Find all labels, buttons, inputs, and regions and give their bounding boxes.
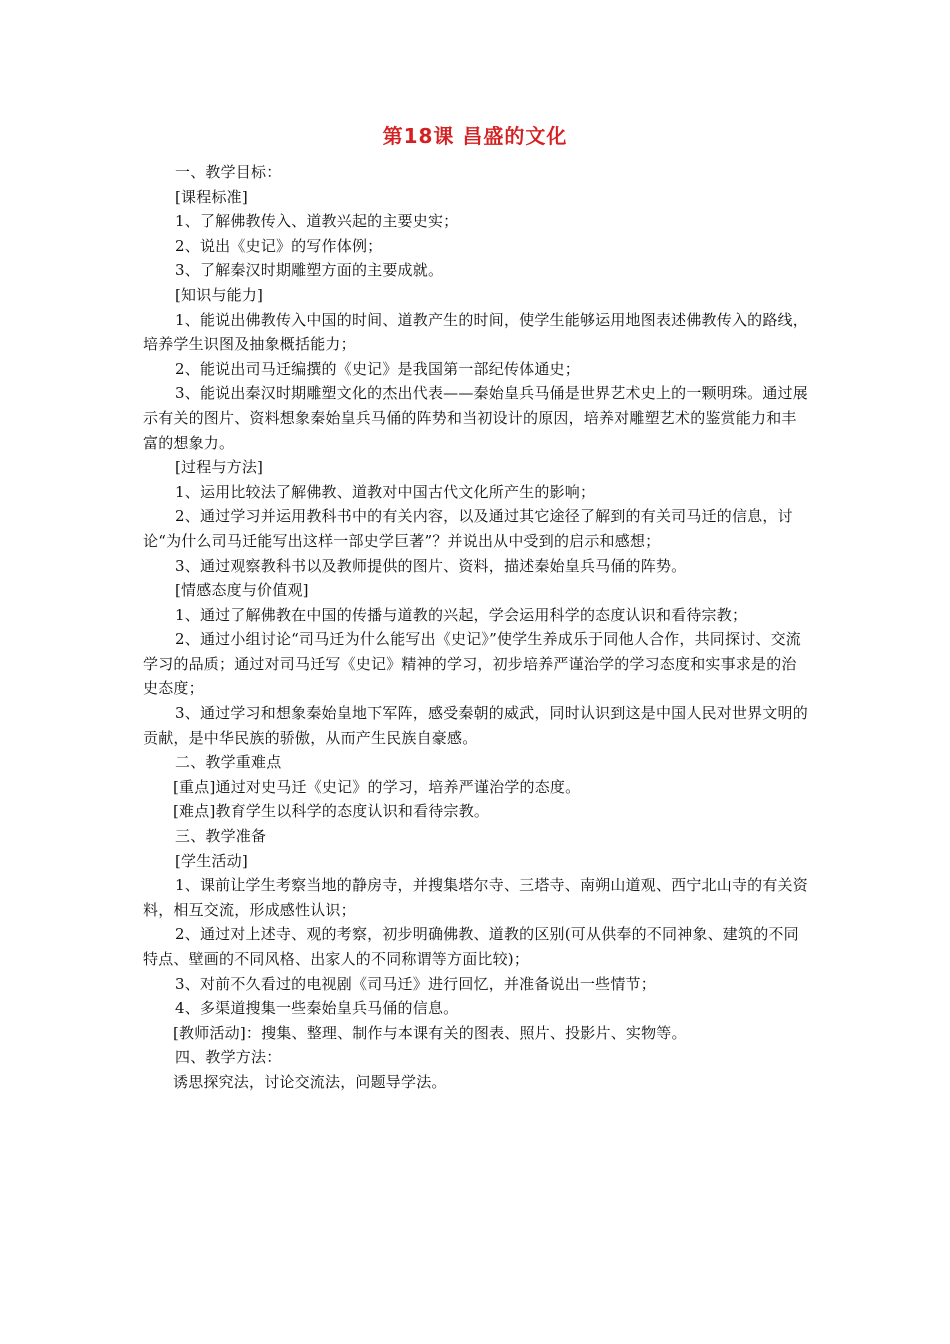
paragraph: 1、通过了解佛教在中国的传播与道教的兴起，学会运用科学的态度认识和看待宗教； (175, 605, 748, 624)
paragraph: 诱思探究法，讨论交流法，问题导学法。 (173, 1072, 447, 1091)
paragraph: 1、能说出佛教传入中国的时间、道教产生的时间，使学生能够运用地图表述佛教传入的路线，培养学生识图及抽象概括能力； (143, 310, 808, 354)
paragraph: 3、了解秦汉时期雕塑方面的主要成就。 (175, 261, 444, 280)
paragraph: 四、教学方法： (175, 1048, 282, 1067)
paragraph: 3、通过学习和想象秦始皇地下军阵，感受秦朝的威武，同时认识到这是中国人民对世界文明的贡献，是中华民族的骄傲，从而产生民族自豪感。 (143, 704, 808, 747)
paragraph: 1、课前让学生考察当地的静房寺，并搜集塔尔寺、三塔寺、南朔山道观、西宁北山寺的有关资料，相互交流，形成感性认识； (143, 876, 808, 919)
paragraph: 一、教学目标： (175, 163, 282, 181)
lesson-body (143, 160, 808, 1095)
paragraph: 二、教学重难点 (175, 753, 282, 772)
lesson-title: 第18课 昌盛的文化 (382, 124, 568, 148)
paragraph: 2、能说出司马迁编撰的《史记》是我国第一部纪传体通史； (175, 359, 580, 378)
paragraph: [学生活动] (175, 851, 248, 870)
paragraph: 1、运用比较法了解佛教、道教对中国古代文化所产生的影响； (175, 482, 596, 501)
paragraph: 3、对前不久看过的电视剧《司马迁》进行回忆，并准备说出一些情节； (175, 974, 656, 993)
paragraph: [课程标准] (175, 187, 248, 206)
paragraph: 1、了解佛教传入、道教兴起的主要史实； (175, 212, 459, 231)
paragraph: [重点]通过对史马迁《史记》的学习，培养严谨治学的态度。 (173, 777, 581, 796)
paragraph: 3、通过观察教科书以及教师提供的图片、资料，描述秦始皇兵马俑的阵势。 (175, 556, 687, 575)
paragraph: 三、教学准备 (175, 827, 267, 846)
paragraph: 2、通过对上述寺、观的考察，初步明确佛教、道教的区别(可从供奉的不同神象、建筑的不同特点、壁画的不同风格、出家人的不同称谓等方面比较)； (143, 925, 799, 968)
paragraph: 3、能说出秦汉时期雕塑文化的杰出代表——秦始皇兵马俑是世界艺术史上的一颗明珠。通过展示有关的图片、资料想象秦始皇兵马俑的阵势和当初设计的原因，培养对雕塑艺术的鉴赏能力和丰富的想象力。 (143, 384, 808, 452)
paragraph: [难点]教育学生以科学的态度认识和看待宗教。 (173, 802, 490, 821)
paragraph: 4、多渠道搜集一些秦始皇兵马俑的信息。 (175, 999, 459, 1018)
paragraph: 2、说出《史记》的写作体例； (175, 236, 383, 255)
paragraph: [过程与方法] (175, 458, 264, 477)
paragraph: [教师活动]：搜集、整理、制作与本课有关的图表、照片、投影片、实物等。 (173, 1023, 687, 1042)
paragraph: [情感态度与价值观] (175, 581, 309, 600)
paragraph: 2、通过学习并运用教科书中的有关内容，以及通过其它途径了解到的有关司马迁的信息，讨论“为什么司马迁能写出这样一部史学巨著”？并说出从中受到的启示和感想； (143, 507, 793, 550)
paragraph: [知识与能力] (175, 285, 264, 304)
paragraph: 2、通过小组讨论“司马迁为什么能写出《史记》”使学生养成乐于同他人合作，共同探讨、交流学习的品质；通过对司马迁写《史记》精神的学习，初步培养严谨治学的学习态度和实事求是的治史态度； (143, 630, 801, 698)
